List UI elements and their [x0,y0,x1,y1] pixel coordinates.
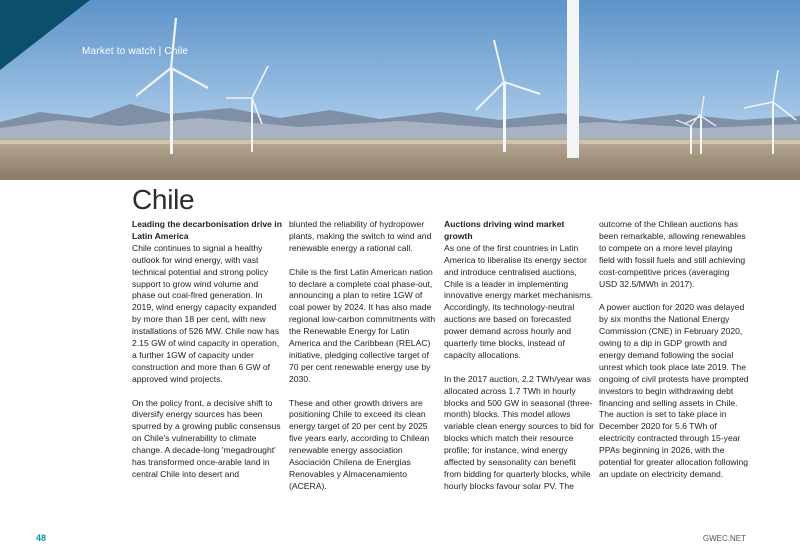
paragraph: outcome of the Chilean auctions has been remarkable, allowing renewables to compete on a more level playing field with fossil fuels and still achieving cost-competitive prices (averaging USD 32.5/MWh in 2017). [599,219,746,289]
wind-farm-photo [0,0,800,180]
page-title: Chile [132,184,195,215]
paragraph: Chile is the first Latin American nation to declare a complete coal phase-out, announcing a plan to retire 1GW of coal power by 2024. It has also made regional low-carbon commitments with the Renewable Energy for Latin America and the Caribbean (RELAC) initiative, pledging collective target of 70 per cent renewable energy use by 2030. [289,266,436,384]
column-4 [599,219,749,493]
paragraph: A power auction for 2020 was delayed by six months the National Energy Commission (CNE) in February 2020, owing to a dip in GDP growth and energy demand following the social unrest which took place late 2019. The ongoing of civil protests have prompted investors to begin withdrawing debt financing and selling assets in Chile. The auction is set to take place in December 2020 for 5.6 TWh of electricity contracted through 15-year PPAs beginning in 2026, with the potential for greater allocation following an update on electricity demand. [599,302,749,480]
paragraph: As one of the first countries in Latin America to liberalise its energy sector and introduce centralised auctions, Chile is a leader in implementing innovative energy market mechanisms. Accordingly, its technology-neutral auctions are based on forecasted power demand across hourly and quarterly time blocks, instead of capacity allocations. [444,242,594,360]
paragraph: blunted the reliability of hydropower plants, making the switch to wind and renewable energy a rational call. [289,219,432,253]
column-3 [444,219,594,505]
paragraph: These and other growth drivers are positioning Chile to exceed its clean energy target of 20 per cent by 2025 five years early, according to Chilean renewable energy association Asociación Chilena de Energías Renovables y Almacenamiento (ACERA). [289,397,430,491]
paragraph: Chile continues to signal a healthy outlook for wind energy, with vast technical potential and strong policy support to grow wind volume and phase out coal-fired generation. In 2019, wind energy capacity expanded by more than 18 per cent, with new installations of 526 MW. Chile now has 2.15 GW of wind capacity in operation, a further 1GW of capacity under construction and more than 6 GW of approved wind projects. [132,242,280,384]
heading-decarbonisation: Leading the decarbonisation drive in Latin America [132,219,282,241]
heading-auctions: Auctions driving wind market growth [444,219,565,241]
section-label: Market to watch [82,46,156,57]
column-2 [289,219,439,505]
hero-photo [0,0,800,180]
paragraph: In the 2017 auction, 2.2 TWh/year was allocated across 1.7 TWh in hourly blocks and 500 GW in seasonal (three-month) blocks. This model allows variable clean energy sources to bid for blocks which match their resource profile; for instance, wind energy affected by seasonality can benefit from bidding for quarterly blocks, while hourly blocks favour solar PV. The [444,373,594,491]
section-country: Chile [164,46,189,57]
website-link[interactable]: GWEC.NET [702,534,746,543]
paragraph: On the policy front, a decisive shift to diversify energy sources has been spurred by a growing public consensus on Chile's vulnerability to climate change. A decade-long 'megadrought' has transformed once-arable land in central Chile into desert and [132,397,281,480]
column-1 [132,219,282,493]
page-number: 48 [36,533,47,543]
section-tag: Market to watch | Chile [82,46,189,57]
corner-accent [0,0,90,70]
